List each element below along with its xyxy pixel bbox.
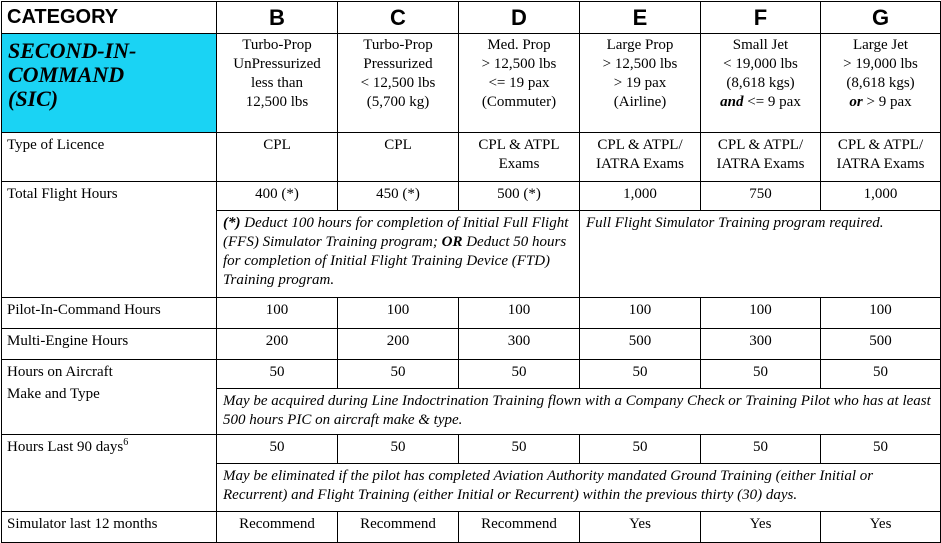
column-f-header: F [701,2,821,34]
type-line: (Airline) [613,94,667,110]
licence-g [821,133,941,182]
pic-hours-c: 100 [338,298,459,329]
licence-line: CPL & ATPL/ [837,137,924,153]
simulator-b: Recommend [217,512,338,543]
category-label: CATEGORY [2,2,217,34]
multi-engine-b: 200 [217,329,338,360]
type-line: UnPressurized [233,56,321,72]
licence-line: CPL & ATPL/ [717,137,804,153]
aircraft-type-c [338,34,459,133]
last-90-g: 50 [821,435,941,464]
type-line: Small Jet [732,37,789,53]
simulator-f: Yes [701,512,821,543]
total-hours-f: 750 [701,182,821,211]
type-line: Turbo-Prop [363,37,433,53]
aircraft-hours-b: 50 [217,360,338,389]
aircraft-type-d [459,34,580,133]
total-hours-label: Total Flight Hours [2,182,217,298]
type-line: Med. Prop [487,37,551,53]
column-e-header: E [580,2,701,34]
total-hours-b: 400 (*) [217,182,338,211]
simulator-d: Recommend [459,512,580,543]
multi-engine-g: 500 [821,329,941,360]
or-qualifier: or [849,94,863,110]
column-g-header: G [821,2,941,34]
sic-title-line: COMMAND [8,62,125,87]
type-line-text: <= 9 pax [747,94,801,110]
aircraft-type-f [701,34,821,133]
note-text: Deduct 100 hours for completion of Initial Full Flight (FFS) Simulator Training program; [223,215,569,250]
sic-title-cell [2,34,217,133]
simulator-row [2,512,941,543]
type-line: < 19,000 lbs [723,56,798,72]
column-d-header: D [459,2,580,34]
multi-engine-f: 300 [701,329,821,360]
type-line: Large Prop [606,37,674,53]
licence-line: Exams [498,156,540,172]
aircraft-hours-row [2,360,941,389]
type-line [701,93,820,112]
last-90-f: 50 [701,435,821,464]
multi-engine-d: 300 [459,329,580,360]
last-90-d: 50 [459,435,580,464]
licence-d [459,133,580,182]
column-c-header: C [338,2,459,34]
last-90-c: 50 [338,435,459,464]
last-90-row [2,435,941,464]
last-90-b: 50 [217,435,338,464]
note-or: OR [441,234,463,250]
simulator-deduction-note [217,211,580,298]
total-hours-g: 1,000 [821,182,941,211]
label-line: Hours on Aircraft [7,364,113,380]
header-row [2,2,941,34]
licence-c [338,133,459,182]
licence-line: CPL & ATPL [478,137,560,153]
line-indoctrination-note: May be acquired during Line Indoctrination Training flown with a Company Check or Training Pilot who has at least 500 hours PIC on aircraft make & type. [217,389,941,435]
type-line: Large Jet [852,37,909,53]
multi-engine-row [2,329,941,360]
licence-line: IATRA Exams [716,156,805,172]
licence-f [701,133,821,182]
aircraft-hours-g: 50 [821,360,941,389]
aircraft-hours-d: 50 [459,360,580,389]
and-qualifier: and [720,94,744,110]
type-line: (8,618 kgs) [726,75,795,91]
ffs-required-note: Full Flight Simulator Training program required. [580,211,941,298]
last-90-label [2,435,217,512]
type-line: > 19,000 lbs [843,56,918,72]
type-line: <= 19 pax [488,75,550,91]
recurrent-training-note: May be eliminated if the pilot has completed Aviation Authority mandated Ground Training (either Initial or Recurrent) and Flight Training (either Initial or Recurrent) within the previous thirty (30) days. [217,464,941,512]
multi-engine-c: 200 [338,329,459,360]
type-line: > 12,500 lbs [481,56,557,72]
simulator-e: Yes [580,512,701,543]
simulator-label: Simulator last 12 months [2,512,217,543]
licence-e [580,133,701,182]
pic-hours-row [2,298,941,329]
multi-engine-e: 500 [580,329,701,360]
pic-hours-label: Pilot-In-Command Hours [2,298,217,329]
total-hours-row [2,182,941,211]
pic-hours-g: 100 [821,298,941,329]
column-b-header: B [217,2,338,34]
note-text: Deduct 50 hours for completion of Initial Flight Training Device (FTD) Training program. [223,234,567,288]
licence-b [217,133,338,182]
type-line: > 19 pax [613,75,667,91]
last-90-e: 50 [580,435,701,464]
type-line: < 12,500 lbs [360,75,436,91]
type-line-text: > 9 pax [866,94,912,110]
type-line: Pressurized [363,56,433,72]
aircraft-type-row [2,34,941,133]
pic-hours-e: 100 [580,298,701,329]
simulator-g: Yes [821,512,941,543]
type-line: (Commuter) [481,94,557,110]
licence-line: IATRA Exams [596,156,684,172]
type-line: 12,500 lbs [245,94,309,110]
type-line: Turbo-Prop [242,37,312,53]
aircraft-hours-c: 50 [338,360,459,389]
total-hours-e: 1,000 [580,182,701,211]
label-text: Hours Last 90 days [7,439,124,455]
pic-hours-d: 100 [459,298,580,329]
aircraft-hours-e: 50 [580,360,701,389]
note-asterisk: (*) [223,215,241,231]
type-line: (8,618 kgs) [846,75,915,91]
aircraft-type-e [580,34,701,133]
aircraft-hours-f: 50 [701,360,821,389]
type-line: > 12,500 lbs [602,56,678,72]
sic-title-line: (SIC) [8,86,59,111]
sic-requirements-table [1,1,941,543]
licence-label: Type of Licence [2,133,217,182]
type-line: (5,700 kg) [366,94,430,110]
aircraft-hours-label [2,360,217,435]
pic-hours-f: 100 [701,298,821,329]
type-line: less than [250,75,304,91]
licence-line: CPL & ATPL/ [597,137,683,153]
licence-line: CPL [263,137,291,153]
label-line: Make and Type [7,386,100,402]
aircraft-type-b [217,34,338,133]
licence-line: IATRA Exams [836,156,925,172]
multi-engine-label: Multi-Engine Hours [2,329,217,360]
sic-title-line: SECOND-IN- [8,38,137,63]
total-hours-d: 500 (*) [459,182,580,211]
licence-row [2,133,941,182]
total-hours-c: 450 (*) [338,182,459,211]
pic-hours-b: 100 [217,298,338,329]
footnote-marker: 6 [123,437,129,448]
aircraft-type-g [821,34,941,133]
simulator-c: Recommend [338,512,459,543]
licence-line: CPL [384,137,412,153]
type-line [821,93,940,112]
